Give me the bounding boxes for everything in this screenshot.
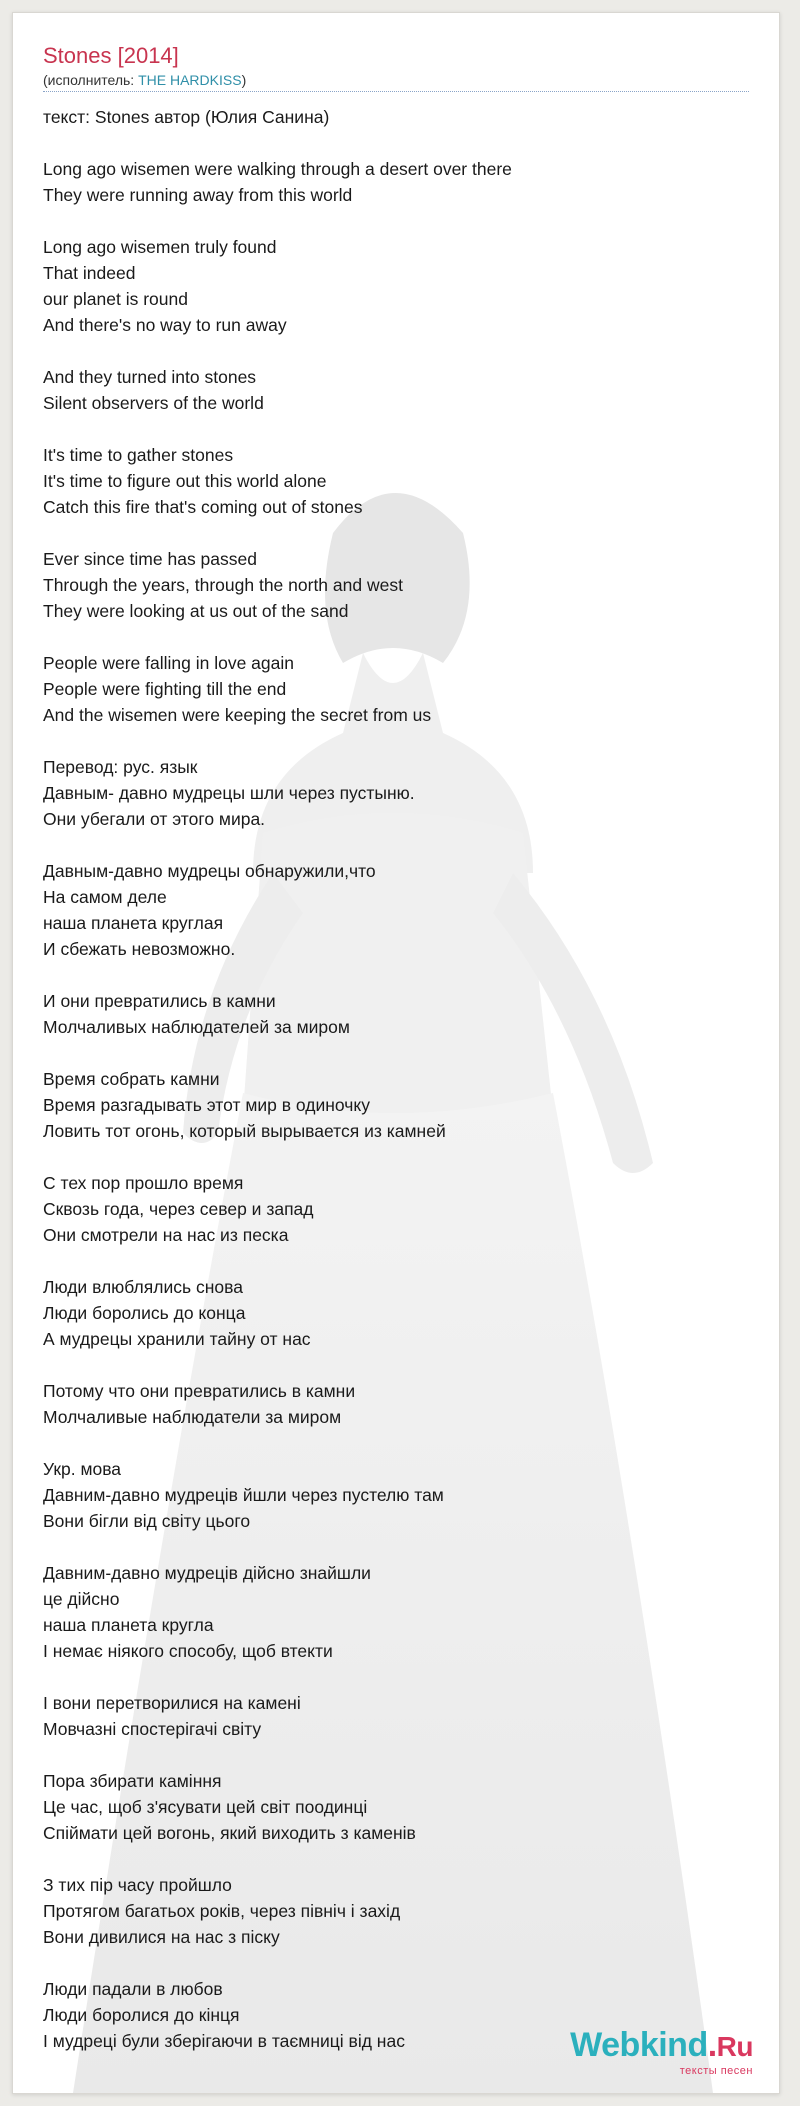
lyrics-line: На самом деле xyxy=(43,887,167,907)
lyrics-line: З тих пір часу пройшло xyxy=(43,1875,232,1895)
lyrics-line: They were looking at us out of the sand xyxy=(43,601,349,621)
lyrics-line: І вони перетворилися на камені xyxy=(43,1693,301,1713)
lyrics-line: Давным-давно мудрецы обнаружили,что xyxy=(43,861,376,881)
lyrics-line: Укр. мова xyxy=(43,1459,122,1479)
lyrics-line: І немає ніякого способу, щоб втекти xyxy=(43,1641,333,1661)
lyrics-blank-line xyxy=(43,520,749,546)
lyrics-line: Through the years, through the north and west xyxy=(43,575,403,595)
lyrics-line: People were fighting till the end xyxy=(43,679,287,699)
lyrics-line: И они превратились в камни xyxy=(43,991,276,1011)
lyrics-line: Люди влюблялись снова xyxy=(43,1277,243,1297)
performer-line xyxy=(43,71,749,92)
lyrics-line: це дійсно xyxy=(43,1589,120,1609)
lyrics-line: Ловить тот огонь, который вырывается из камней xyxy=(43,1121,446,1141)
lyrics-blank-line xyxy=(43,208,749,234)
logo-name: Webkind xyxy=(570,2026,708,2064)
lyrics-line: А мудрецы хранили тайну от нас xyxy=(43,1329,311,1349)
lyrics-line: Це час, щоб з'ясувати цей світ поодинці xyxy=(43,1797,368,1817)
lyrics-line: Давним-давно мудреців дійсно знайшли xyxy=(43,1563,371,1583)
lyrics-line: That indeed xyxy=(43,263,136,283)
lyrics-blank-line xyxy=(43,1742,749,1768)
lyrics-line: Время разгадывать этот мир в одиночку xyxy=(43,1095,370,1115)
lyrics-line: Они смотрели на нас из песка xyxy=(43,1225,289,1245)
lyrics-blank-line xyxy=(43,1352,749,1378)
lyrics-line: наша планета круглая xyxy=(43,913,224,933)
lyrics-line: І мудреці були зберігаючи в таємниці від нас xyxy=(43,2031,405,2051)
lyrics-line: текст: Stones автор (Юлия Санина) xyxy=(43,107,330,127)
lyrics-line: People were falling in love again xyxy=(43,653,294,673)
lyrics-blank-line xyxy=(43,1040,749,1066)
lyrics-line: наша планета кругла xyxy=(43,1615,214,1635)
lyrics-line: Давным- давно мудрецы шли через пустыню. xyxy=(43,783,415,803)
song-title: Stones [2014] xyxy=(43,43,179,68)
lyrics-line: Long ago wisemen were walking through a desert over there xyxy=(43,159,512,179)
lyrics-blank-line xyxy=(43,1846,749,1872)
lyrics-card xyxy=(12,12,780,2094)
lyrics-line: Ever since time has passed xyxy=(43,549,257,569)
lyrics-line: And the wisemen were keeping the secret from us xyxy=(43,705,432,725)
logo-tld: Ru xyxy=(716,2031,753,2062)
lyrics-line: It's time to gather stones xyxy=(43,445,234,465)
lyrics-blank-line xyxy=(43,1534,749,1560)
lyrics-line: Мовчазні спостерігачі світу xyxy=(43,1719,262,1739)
lyrics-line: Catch this fire that's coming out of stones xyxy=(43,497,363,517)
lyrics-line: С тех пор прошло время xyxy=(43,1173,244,1193)
lyrics-line: Протягом багатьох років, через північ і захід xyxy=(43,1901,401,1921)
logo-tagline: тексты песен xyxy=(679,2065,753,2077)
lyrics-blank-line xyxy=(43,130,749,156)
lyrics-line: Silent observers of the world xyxy=(43,393,264,413)
lyrics-line: And they turned into stones xyxy=(43,367,257,387)
lyrics-line: Спіймати цей вогонь, який виходить з каменів xyxy=(43,1823,416,1843)
lyrics-blank-line xyxy=(43,1430,749,1456)
lyrics-line: Давним-давно мудреців йшли через пустелю там xyxy=(43,1485,444,1505)
lyrics-line: Люди боролись до конца xyxy=(43,1303,246,1323)
performer-suffix: ) xyxy=(241,72,247,88)
logo-wordmark xyxy=(570,2028,753,2064)
lyrics-blank-line xyxy=(43,1144,749,1170)
lyrics-blank-line xyxy=(43,832,749,858)
lyrics-line: our planet is round xyxy=(43,289,188,309)
logo-dot: . xyxy=(707,2026,717,2064)
lyrics-line: And there's no way to run away xyxy=(43,315,287,335)
lyrics-line: Вони дивилися на нас з піску xyxy=(43,1927,280,1947)
lyrics-blank-line xyxy=(43,1248,749,1274)
lyrics-blank-line xyxy=(43,416,749,442)
performer-link[interactable]: THE HARDKISS xyxy=(138,72,242,88)
lyrics-line: Сквозь года, через север и запад xyxy=(43,1199,314,1219)
lyrics-line: Они убегали от этого мира. xyxy=(43,809,266,829)
lyrics-blank-line xyxy=(43,624,749,650)
lyrics-line: They were running away from this world xyxy=(43,185,353,205)
lyrics-line: Long ago wisemen truly found xyxy=(43,237,277,257)
lyrics-line: Вони бігли від світу цього xyxy=(43,1511,251,1531)
lyrics-line: It's time to figure out this world alone xyxy=(43,471,327,491)
site-logo[interactable] xyxy=(570,2028,753,2077)
lyrics-line: И сбежать невозможно. xyxy=(43,939,236,959)
lyrics-line: Время собрать камни xyxy=(43,1069,220,1089)
lyrics-line: Молчаливые наблюдатели за миром xyxy=(43,1407,342,1427)
lyrics-line: Люди боролися до кінця xyxy=(43,2005,240,2025)
lyrics-text xyxy=(43,104,749,2054)
lyrics-line: Молчаливых наблюдателей за миром xyxy=(43,1017,350,1037)
lyrics-line: Потому что они превратились в камни xyxy=(43,1381,356,1401)
lyrics-blank-line xyxy=(43,728,749,754)
lyrics-blank-line xyxy=(43,1664,749,1690)
performer-prefix: (исполнитель: xyxy=(43,72,139,88)
lyrics-blank-line xyxy=(43,338,749,364)
lyrics-line: Пора збирати каміння xyxy=(43,1771,222,1791)
lyrics-blank-line xyxy=(43,1950,749,1976)
lyrics-line: Люди падали в любов xyxy=(43,1979,223,1999)
lyrics-blank-line xyxy=(43,962,749,988)
lyrics-line: Перевод: рус. язык xyxy=(43,757,198,777)
